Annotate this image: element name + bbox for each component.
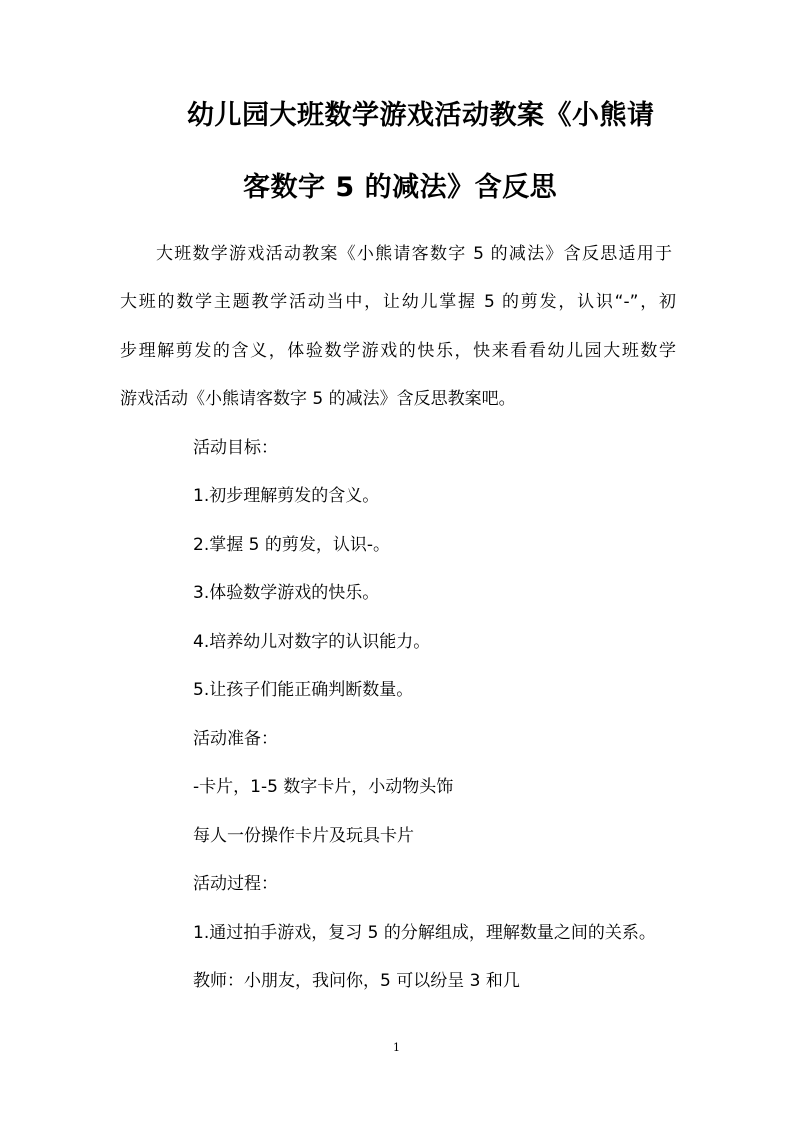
list-item: 5.让孩子们能正确判断数量。 bbox=[193, 680, 414, 700]
page-number: 1 bbox=[393, 1041, 400, 1054]
paragraph: 每人一份操作卡片及玩具卡片 bbox=[193, 826, 414, 846]
intro-line: 大班的数学主题教学活动当中，让幼儿掌握 5 的剪发，认识“-”，初 bbox=[120, 292, 676, 312]
intro-line: 步理解剪发的含义，体验数学游戏的快乐，快来看看幼儿园大班数学 bbox=[120, 341, 676, 361]
paragraph: 教师：小朋友，我问你，5 可以纷呈 3 和几 bbox=[193, 971, 520, 991]
list-item: 2.掌握 5 的剪发，认识-。 bbox=[193, 535, 390, 555]
section-heading-goals: 活动目标： bbox=[193, 438, 278, 458]
paragraph: 1.通过拍手游戏，复习 5 的分解组成，理解数量之间的关系。 bbox=[193, 923, 656, 943]
document-title-line-1: 幼儿园大班数学游戏活动教案《小熊请 bbox=[187, 100, 655, 131]
document-title-line-2: 客数字 5 的减法》含反思 bbox=[243, 172, 558, 203]
intro-line: 游戏活动《小熊请客数字 5 的减法》含反思教案吧。 bbox=[120, 389, 516, 409]
paragraph: -卡片，1-5 数字卡片，小动物头饰 bbox=[193, 777, 454, 797]
section-heading-preparation: 活动准备： bbox=[193, 729, 278, 749]
intro-line: 大班数学游戏活动教案《小熊请客数字 5 的减法》含反思适用于 bbox=[156, 244, 672, 264]
list-item: 4.培养幼儿对数字的认识能力。 bbox=[193, 632, 431, 652]
list-item: 1.初步理解剪发的含义。 bbox=[193, 486, 380, 506]
list-item: 3.体验数学游戏的快乐。 bbox=[193, 583, 380, 603]
section-heading-process: 活动过程： bbox=[193, 874, 278, 894]
